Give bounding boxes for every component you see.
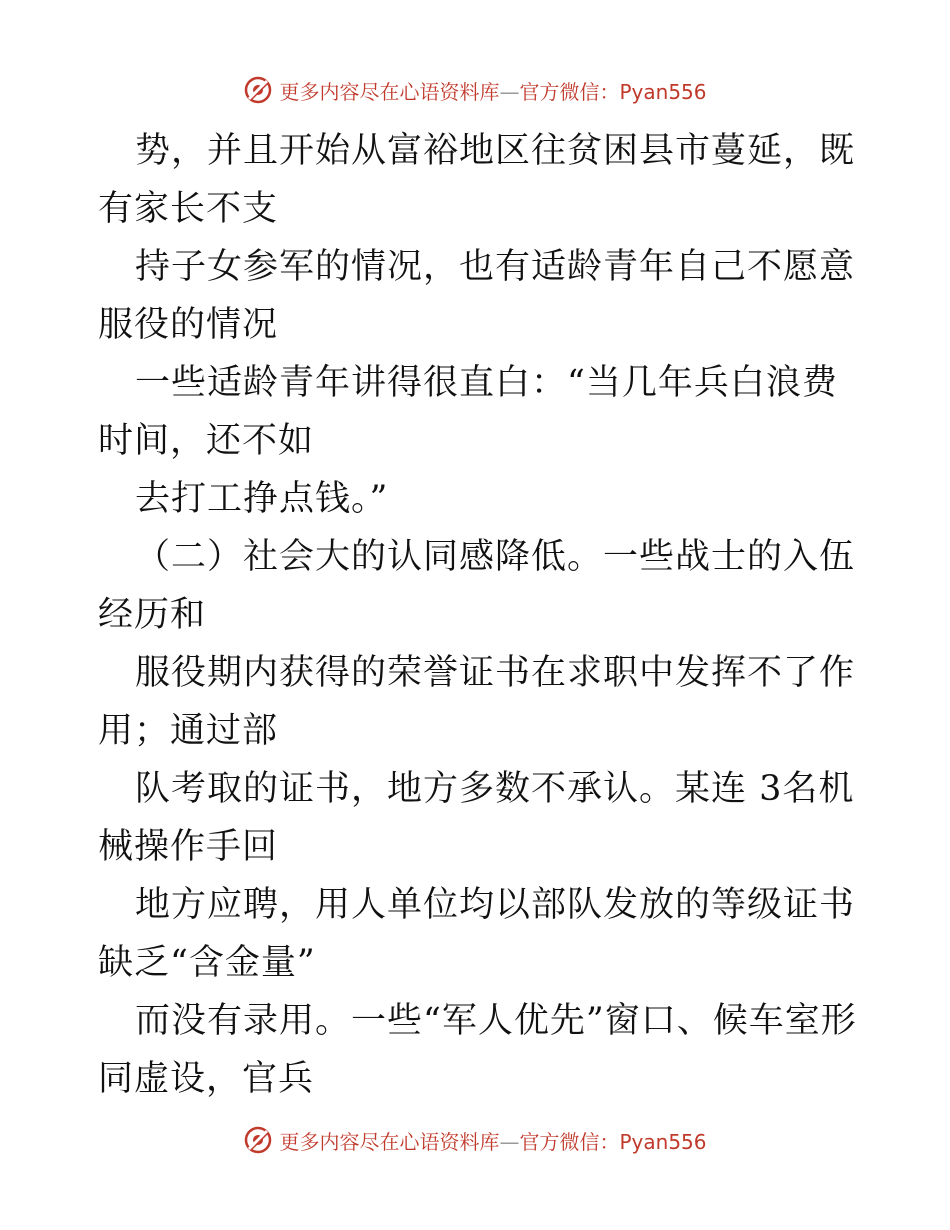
header-contact-prefix: 官方微信： [519, 79, 620, 104]
footer-contact-prefix: 官方微信： [519, 1129, 620, 1154]
brand-logo-icon [243, 75, 273, 105]
paragraph: 队考取的证书，地方多数不承认。某连 3名机械操作手回 [98, 769, 855, 867]
paragraph: 去打工挣点钱。” [135, 479, 389, 519]
header-contact-id: Pyan556 [619, 79, 707, 104]
header-brand-text: 更多内容尽在心语资料库 [279, 79, 500, 104]
paragraph: （二）社会大的认同感降低。一些战士的入伍经历和 [98, 537, 856, 635]
paragraph: 持子女参军的情况，也有适龄青年自己不愿意服役的情况 [98, 247, 856, 345]
paragraph: 势，并且开始从富裕地区往贫困县市蔓延，既有家长不支 [98, 131, 856, 229]
footer-separator: — [499, 1129, 520, 1154]
footer-banner-text [279, 1126, 706, 1155]
paragraph: 一些适龄青年讲得很直白：“当几年兵白浪费时间，还不如 [98, 363, 838, 461]
footer-brand-text: 更多内容尽在心语资料库 [279, 1129, 500, 1154]
header-banner [0, 70, 950, 110]
paragraph: 地方应聘，用人单位均以部队发放的等级证书缺乏“含金量” [98, 885, 856, 983]
header-separator: — [499, 79, 520, 104]
paragraph: 而没有录用。一些“军人优先”窗口、候车室形同虚设，官兵 [98, 1001, 857, 1099]
document-body [98, 122, 858, 1108]
header-banner-text [279, 76, 706, 105]
footer-contact-id: Pyan556 [619, 1129, 707, 1154]
footer-banner [0, 1120, 950, 1160]
paragraph: 服役期内获得的荣誉证书在求职中发挥不了作用；通过部 [98, 653, 856, 751]
brand-logo-icon [243, 1125, 273, 1155]
